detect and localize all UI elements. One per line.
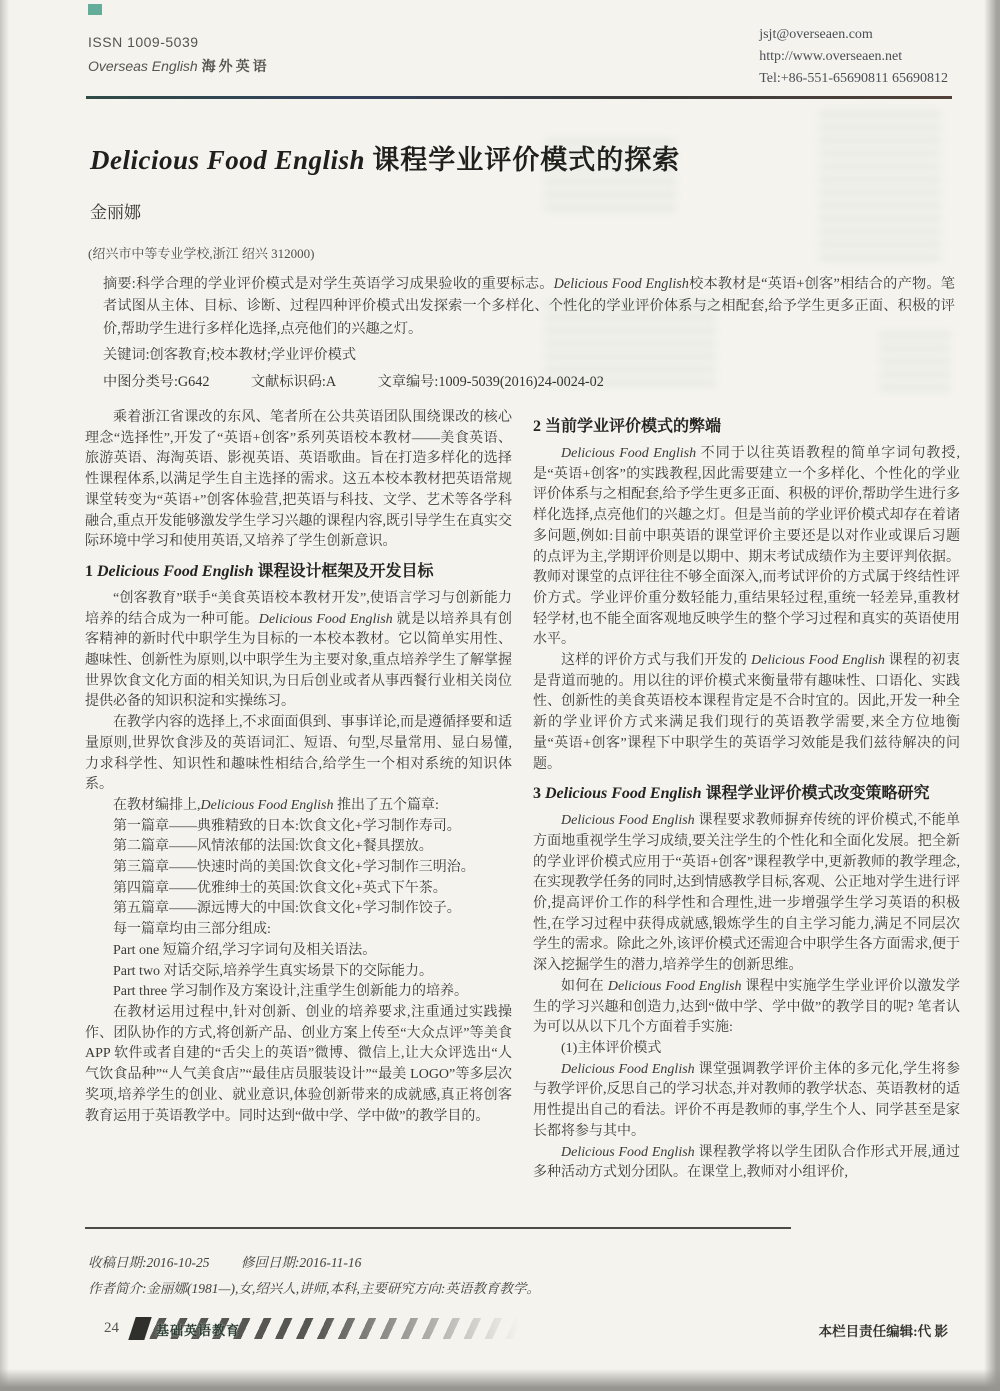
text-segment: 2 当前学业评价模式的弊端	[533, 418, 722, 435]
column-banner-label: 基础英语教育	[156, 1323, 241, 1338]
english-italic-text: Delicious Food English	[561, 1061, 695, 1077]
text-segment: 摘要:科学合理的学业评价模式是对学生英语学习成果验收的重要标志。	[103, 276, 554, 292]
text-segment: 第一篇章——典雅精致的日本:饮食文化+学习制作寿司。	[113, 818, 461, 834]
text-segment: 乘着浙江省课改的东风、笔者所在公共英语团队围绕课改的核心理念“选择性”,开发了“英语+创客”系列英语校本教材——美食英语、旅游英语、海淘英语、影视英语、英语歌曲。旨在打造多样化的选择性课程体系,以满足学生自主选择的需求。这五本校本教材把英语常规课堂转变为“英语+”创客体验营,把英语与科技、文学、艺术等各学科融合,重点开发能够激发学生学习兴趣的课程内容,既引导学生在真实交际环境中学习和使用英语,又培养了学生创新意识。	[85, 410, 512, 550]
article-title-chinese: 课程学业评价模式的探索	[372, 145, 681, 175]
text-segment: “创客教育”联手“美食英语校本教材开发”,使语言学习与创新能力培养的结合成为一种可能。	[85, 590, 512, 627]
text-segment: 3	[533, 785, 545, 803]
bleed-through-ghost	[820, 110, 940, 260]
paragraph	[85, 589, 512, 713]
issn-number: ISSN 1009-5039	[88, 34, 199, 50]
scan-edge-right	[984, 0, 1000, 1391]
journal-name	[88, 56, 270, 76]
contact-phone: Tel:+86-551-65690811 65690812	[759, 71, 948, 86]
text-segment: 就是以培养具有创客精神的新时代中职学生为目标的一本校本教材。它以简单实用性、趣味性、创新性为原则,以中职学生为主要对象,重点培养学生了解掌握世界饮食文化方面的相关知识,为日后创业或者从事西餐行业相关岗位提供必备的知识积淀和实操练习。	[85, 611, 513, 710]
text-segment: 第五篇章——源远博大的中国:饮食文化+学习制作饺子。	[113, 901, 461, 917]
paragraph	[85, 817, 512, 838]
paragraph	[85, 879, 512, 900]
text-segment: 如何在	[561, 978, 608, 994]
text-segment: 这样的评价方式与我们开发的	[561, 653, 752, 669]
paragraph	[85, 796, 512, 817]
text-segment: 在教学内容的选择上,不求面面俱到、事事详论,而是遵循择要和适量原则,世界饮食涉及的英语词汇、短语、句型,尽量常用、显白易懂,力求科学性、知识性和趣味性相结合,给学生一个相对系统的知识体系。	[85, 715, 512, 793]
paragraph	[533, 1060, 960, 1143]
author-name: 金丽娜	[90, 203, 141, 222]
article-title-english: Delicious Food English	[90, 145, 366, 175]
article-title	[90, 138, 680, 177]
paragraph	[85, 962, 512, 983]
scan-edge-bottom	[0, 1369, 1000, 1391]
text-segment: 1	[85, 562, 97, 580]
classification-line	[103, 371, 642, 391]
left-column	[85, 408, 512, 1222]
text-segment: 在教材编排上,	[113, 797, 201, 813]
page-number: 24	[104, 1320, 119, 1336]
header-divider	[86, 96, 952, 99]
paragraph	[85, 899, 512, 920]
text-segment: 课堂强调教学评价主体的多元化,学生将参与教学评价,反思自己的学习状态,并对教师的教学状态、英语教材的适用性提出自己的看法。评价不再是教师的事,学生个人、同学甚至是家长都将参与其中。	[533, 1061, 960, 1139]
paragraph	[85, 858, 512, 879]
paragraph	[85, 941, 512, 962]
paragraph	[533, 811, 960, 977]
english-italic-text: Delicious Food English	[561, 813, 695, 829]
banner-fade	[314, 1318, 530, 1339]
text-segment: 第二篇章——风情浓郁的法国:饮食文化+餐具摆放。	[113, 839, 433, 855]
clc-number: 中图分类号:G642	[103, 374, 210, 390]
keywords: 关键词:创客教育;校本教材;学业评价模式	[103, 347, 357, 363]
text-segment: 课程设计框架及开发目标	[253, 562, 434, 580]
text-segment: 校本教材是“英语+创客”相结合的产物。笔者试图从主体、目标、诊断、过程四种评价模式出发探索一个多样化、个性化的学业评价体系与之相配套,给予学生更多正面、积极的评价,帮助学生进行多样化选择,点亮他们的兴趣之灯。	[103, 276, 955, 337]
paragraph	[533, 1143, 960, 1184]
text-segment: 推出了五个篇章:	[333, 797, 439, 813]
banner-wedge	[128, 1317, 151, 1340]
text-segment: 课程中实施学生学业评价以激发学生的学习兴趣和创造力,达到“做中学、学中做”的教学目的呢? 笔者认为可以从以下几个方面着手实施:	[533, 978, 960, 1036]
text-segment: 课程学业评价模式改变策略研究	[701, 785, 930, 803]
text-segment: 不同于以往英语教程的简单字词句教授,是“英语+创客”的实践教程,因此需要建立一个多样化、个性化的学业评价体系与之相配套,给予学生更多正面、积极的评价,帮助学生进行多样化选择,点亮他们的兴趣之灯。但是当前的学业评价模式却存在着诸多问题,例如:目前中职英语的课堂评价主要还是以对作业或课后习题的点评为主,学期评价则是以期中、期末考试成绩作为主要评判依据。教师对课堂的点评往往不够全面深入,而考试评价的方式属于终结性评价方式。学业评价重分数轻能力,重结果轻过程,重统一轻差异,重教材轻学材,也不能全面客观地反映学生的整个学习过程和真实的英语使用水平。	[533, 446, 960, 648]
text-segment: 课程的初衷是背道而驰的。用以往的评价模式来衡量带有趣味性、口语化、实践性、创新性的美食英语校本课程肯定是不合时宜的。因此,开发一种全新的学业评价方式来满足我们现行的英语教学需要,来全方位地衡量“英语+创客”课程下中职学生的英语学习效能是我们兹待解决的问题。	[533, 653, 960, 772]
section-heading	[533, 782, 960, 806]
right-column	[533, 408, 960, 1222]
article-body	[85, 408, 960, 1222]
english-italic-text: Delicious Food English	[97, 562, 254, 580]
text-segment: 课程要求教师摒弃传统的评价模式,不能单方面地重视学生学习成绩,要关注学生的个性化和全面化发展。把全新的学业评价模式应用于“英语+创客”课程教学中,更新教师的教学理念,在实现教学任务的同时,达到情感教学目标,客观、公正地对学生进行评价,提高评价工作的科学性和合理性,进一步增强学生学习英语的积极性,在学习过程中获得成就感,锻炼学生的自主学习能力,满足不同层次学生的需求。除此之外,该评价模式还需迎合中职学生各方面需求,便于深入挖掘学生的潜力,培养学生的创新思维。	[533, 813, 960, 974]
english-italic-text: Delicious Food English	[553, 276, 689, 292]
footnote-dates	[88, 1250, 540, 1276]
english-italic-text: Delicious Food English	[561, 446, 697, 461]
english-italic-text: Delicious Food English	[751, 653, 885, 669]
paragraph	[85, 713, 512, 796]
revised-date: 修回日期:2016-11-16	[240, 1255, 362, 1270]
paragraph	[533, 1039, 960, 1060]
scan-edge-left	[0, 0, 9, 1391]
contact-email: jsjt@overseaen.com	[759, 27, 873, 42]
text-segment: Part two 对话交际,培养学生真实场景下的交际能力。	[113, 963, 434, 979]
column-editor: 本栏目责任编辑:代 影	[818, 1324, 948, 1339]
footnote-divider	[85, 1227, 791, 1229]
column-banner	[138, 1318, 530, 1339]
text-segment: Part one 短篇介绍,学习字词句及相关语法。	[113, 942, 377, 958]
text-segment: 每一篇章均由三部分组成:	[113, 922, 271, 938]
text-segment: 课程教学将以学生团队合作形式开展,通过多种活动方式划分团队。在课堂上,教师对小组评价,	[533, 1144, 960, 1181]
text-segment: 第四篇章——优雅绅士的英国:饮食文化+英式下午茶。	[113, 880, 447, 896]
text-segment: 第三篇章——快速时尚的美国:饮食文化+学习制作三明治。	[113, 860, 475, 876]
paragraph	[85, 837, 512, 858]
paragraph	[85, 408, 512, 553]
journal-name-en: Overseas English	[88, 58, 198, 74]
author-bio: 作者简介:金丽娜(1981—),女,绍兴人,讲师,本科,主要研究方向:英语教育教学。	[88, 1281, 540, 1296]
paragraph	[85, 982, 512, 1003]
text-segment: (1)主体评价模式	[561, 1040, 662, 1056]
paragraph	[85, 1003, 512, 1127]
paragraph	[85, 920, 512, 941]
journal-contact	[759, 24, 948, 90]
scan-color-mark	[88, 4, 102, 15]
english-italic-text: Delicious Food English	[258, 611, 393, 627]
author-affiliation: (绍兴市中等专业学校,浙江 绍兴 312000)	[88, 246, 315, 261]
text-segment: Part three 学习制作及方案设计,注重学生创新能力的培养。	[113, 984, 469, 1000]
paragraph	[533, 651, 960, 775]
english-italic-text: Delicious Food English	[545, 785, 702, 803]
section-heading	[533, 415, 960, 439]
contact-website: http://www.overseaen.net	[759, 49, 903, 64]
journal-masthead	[88, 34, 270, 76]
english-italic-text: Delicious Food English	[200, 797, 334, 813]
document-code: 文献标识码:A	[250, 374, 337, 390]
paragraph	[533, 444, 960, 651]
abstract	[103, 273, 955, 340]
english-italic-text: Delicious Food English	[607, 978, 742, 994]
footnote	[88, 1250, 540, 1302]
section-heading	[85, 560, 512, 584]
english-italic-text: Delicious Food English	[561, 1144, 695, 1160]
paragraph	[533, 977, 960, 1039]
text-segment: 在教材运用过程中,针对创新、创业的培养要求,注重通过实践操作、团队协作的方式,将创新产品、创业方案上传至“大众点评”等美食 APP 软件或者自建的“舌尖上的英语”微博、微信上,让大众评选出“人气饮食品种”“人气美食店”“最佳店员服装设计”“最美 LOGO”等多层次奖项,培养学生的创业、就业意识,体验创新带来的成就感,真正将创客教育运用于英语教学中。同时达到“做中学、学中做”的教学目的。	[85, 1004, 512, 1124]
journal-name-zh: 海外英语	[201, 58, 270, 74]
article-number: 文章编号:1009-5039(2016)24-0024-02	[377, 374, 604, 390]
received-date: 收稿日期:2016-10-25	[88, 1255, 210, 1270]
